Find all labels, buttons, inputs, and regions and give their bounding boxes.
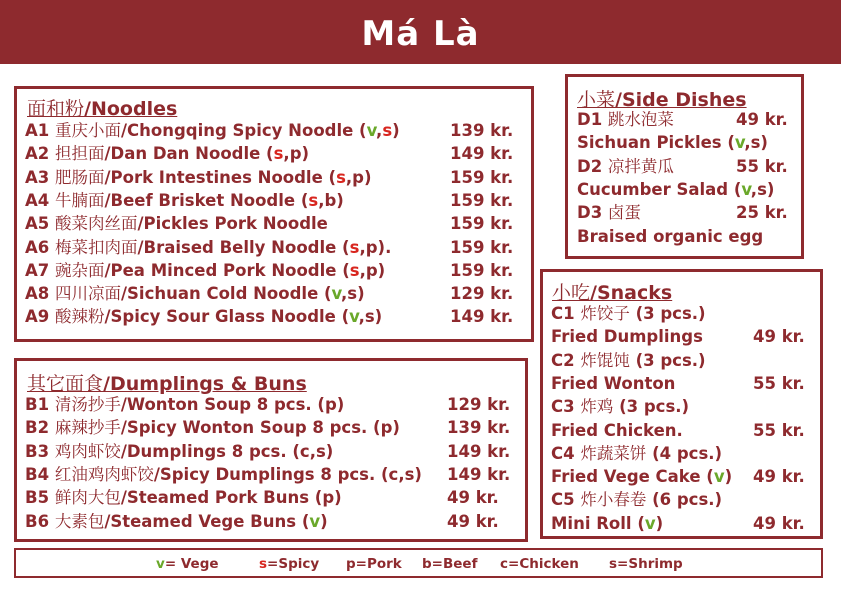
item-price: 55 kr. (753, 373, 805, 393)
menu-item (25, 119, 400, 142)
menu-item (25, 393, 344, 416)
diet-tag: v (644, 513, 656, 533)
item-price: 139 kr. (450, 121, 514, 140)
noodles-title-en: /Noodles (84, 98, 178, 120)
item-code: A7 (25, 260, 55, 280)
item-name-zh: 梅菜扣肉面 (55, 237, 138, 257)
item-price: 25 kr. (736, 203, 788, 223)
legend-item (422, 556, 477, 572)
item-name-zh: 鲜肉大包 (54, 488, 121, 508)
restaurant-title: Má Là (361, 14, 480, 54)
line-text: Fried Vege Cake ( (551, 467, 714, 487)
diet-tag: s (349, 237, 360, 257)
item-name-en: /Chongqing Spicy Noodle ( (121, 121, 367, 140)
item-name-zh: 红油鸡肉虾饺 (54, 464, 154, 484)
item-price: 149 kr. (447, 464, 511, 484)
legend-item (500, 556, 579, 572)
diet-tag: ,p (359, 260, 378, 280)
diet-tag: v (331, 284, 341, 304)
menu-line (577, 178, 774, 201)
item-name-en: /Pork Intestines Noodle ( (104, 167, 337, 187)
item-code: A9 (25, 307, 55, 327)
item-price: 159 kr. (450, 260, 514, 280)
header-banner (0, 0, 841, 64)
item-price: 49 kr. (753, 467, 805, 487)
menu-line (577, 201, 641, 224)
line-text: (3 pcs.) (613, 397, 690, 417)
menu-item (25, 416, 400, 439)
legend-key: s (609, 556, 618, 572)
line-text: ) (655, 513, 664, 533)
line-text: Fried Chicken. (551, 420, 683, 440)
item-code: B3 (25, 441, 55, 461)
line-text: C3 (551, 397, 581, 417)
diet-tag: s (382, 121, 393, 140)
item-name-zh: 大素包 (54, 511, 105, 531)
item-name-en: /Spicy Sour Glass Noodle ( (104, 307, 350, 327)
line-text: ,s) (744, 133, 768, 153)
item-price: 49 kr. (753, 513, 805, 533)
snacks-title-zh: 小吃 (552, 282, 591, 304)
item-name-en: /Beef Brisket Noodle ( (104, 190, 309, 210)
diet-tag: ,p (359, 237, 378, 257)
snacks-section (540, 269, 823, 539)
line-text: Sichuan Pickles ( (577, 133, 735, 153)
diet-tag: v (734, 133, 745, 153)
item-price: 49 kr. (753, 327, 805, 347)
legend-key: s (259, 556, 268, 572)
diet-tag: v (741, 179, 751, 199)
item-price: 159 kr. (450, 167, 514, 187)
noodles-title-zh: 面和粉 (27, 98, 85, 120)
line-text: 炸小春卷 (580, 490, 647, 510)
item-name-zh: 四川凉面 (55, 284, 121, 304)
noodles-title (27, 94, 177, 121)
legend-key: v (156, 556, 165, 572)
diet-tag: v (309, 511, 321, 531)
menu-item (25, 142, 309, 165)
item-name-zh: 牛腩面 (55, 190, 105, 210)
item-code: A5 (25, 214, 55, 234)
legend-label: =Spicy (267, 556, 320, 572)
item-tag-close: ) (377, 260, 386, 280)
item-code: A8 (25, 284, 55, 304)
item-name-en: /Dan Dan Noodle ( (104, 144, 274, 164)
line-text: 跳水泡菜 (607, 110, 674, 129)
item-price: 49 kr. (447, 511, 499, 531)
line-text: C1 (551, 304, 581, 323)
item-tag-close: ) (336, 190, 344, 210)
diet-tag: s (336, 167, 346, 187)
item-tag-close: ) (374, 307, 383, 327)
line-text: (3 pcs.) (629, 304, 706, 323)
menu-item (25, 166, 372, 189)
menu-line (551, 512, 663, 535)
item-price: 139 kr. (447, 418, 511, 438)
side-dishes-title-en: /Side Dishes (615, 89, 747, 111)
item-name-zh: 鸡肉虾饺 (54, 441, 121, 461)
item-price: 159 kr. (450, 237, 514, 257)
menu-item (25, 212, 328, 235)
item-name-en: /Sichuan Cold Noodle ( (121, 284, 332, 304)
item-tag-close: ) (301, 144, 310, 164)
legend-item (259, 556, 319, 572)
item-tag-close: ) (357, 284, 365, 304)
item-tag-close: ) (320, 511, 328, 531)
diet-tag: ,p (345, 167, 364, 187)
menu-line (577, 225, 763, 248)
item-name-zh: 重庆小面 (55, 121, 121, 140)
item-code: A4 (25, 190, 55, 210)
item-code: B2 (25, 418, 55, 438)
legend-key: c (500, 556, 509, 572)
item-name-en: /Spicy Wonton Soup 8 pcs. (p) (120, 418, 400, 438)
item-name-en: /Wonton Soup 8 pcs. (p) (120, 395, 345, 414)
item-name-en: /Spicy Dumplings 8 pcs. (c,s) (153, 464, 422, 484)
legend-item (609, 556, 683, 572)
line-text: C2 (551, 350, 581, 370)
menu-item (25, 486, 342, 509)
legend-bar (14, 548, 823, 578)
legend-item (346, 556, 402, 572)
item-name-zh: 担担面 (55, 144, 105, 164)
item-code: B6 (25, 511, 55, 531)
legend-label: =Beef (431, 556, 478, 572)
diet-tag: ,p (283, 144, 302, 164)
item-price: 149 kr. (450, 144, 514, 164)
dumplings-title (27, 369, 307, 396)
diet-tag: ,b (318, 190, 337, 210)
menu-item (25, 440, 333, 463)
diet-tag: , (376, 121, 383, 140)
line-text: (6 pcs.) (646, 490, 723, 510)
legend-label: =Chicken (508, 556, 579, 572)
menu-item (25, 510, 328, 533)
item-tag-close: ). (377, 237, 392, 257)
line-text: (3 pcs.) (629, 350, 706, 370)
diet-tag: v (713, 467, 725, 487)
item-code: B5 (25, 488, 55, 508)
item-code: A2 (25, 144, 55, 164)
item-name-zh: 酸菜肉丝面 (55, 214, 138, 234)
item-name-en: /Steamed Pork Buns (p) (120, 488, 342, 508)
menu-item (25, 305, 382, 328)
menu-item (25, 259, 385, 282)
item-name-en: /Pea Minced Pork Noodle ( (104, 260, 350, 280)
item-name-zh: 清汤抄手 (54, 395, 121, 414)
line-text: Fried Wonton (551, 373, 676, 393)
item-price: 129 kr. (450, 284, 514, 304)
item-price: 159 kr. (450, 190, 514, 210)
item-name-zh: 麻辣抄手 (54, 418, 121, 438)
item-price: 149 kr. (447, 441, 511, 461)
line-text: D2 (577, 156, 608, 176)
menu-item (25, 236, 391, 259)
menu-line (551, 302, 706, 325)
line-text: C5 (551, 490, 581, 510)
item-name-en: /Steamed Vege Buns ( (104, 511, 310, 531)
line-text: Mini Roll ( (551, 513, 645, 533)
menu-line (577, 108, 674, 131)
diet-tag: s (349, 260, 360, 280)
line-text: 炸鸡 (580, 397, 614, 417)
diet-tag: s (273, 144, 284, 164)
menu-line (551, 465, 732, 488)
dumplings-section (14, 358, 528, 542)
noodles-section (14, 86, 534, 342)
menu-line (577, 131, 768, 154)
diet-tag: v (349, 307, 359, 327)
menu-line (551, 325, 703, 348)
item-price: 55 kr. (753, 420, 805, 440)
dumplings-title-zh: 其它面食 (27, 373, 104, 395)
menu-item (25, 189, 344, 212)
diet-tag: v (366, 121, 377, 140)
item-name-zh: 酸辣粉 (55, 307, 105, 327)
menu-line (577, 155, 674, 178)
legend-key: b (422, 556, 432, 572)
line-text: C4 (551, 443, 581, 463)
line-text: 炸蔬菜饼 (580, 443, 647, 463)
item-price: 49 kr. (736, 110, 788, 129)
menu-line (551, 488, 722, 511)
item-price: 149 kr. (450, 307, 514, 327)
line-text: Braised organic egg (577, 226, 764, 246)
menu-line (551, 349, 706, 372)
diet-tag: s (308, 190, 319, 210)
line-text: ) (724, 467, 733, 487)
line-text: (4 pcs.) (646, 443, 723, 463)
item-code: B1 (25, 395, 55, 414)
legend-label: =Pork (355, 556, 402, 572)
snacks-title (552, 278, 672, 305)
item-price: 49 kr. (447, 488, 499, 508)
line-text: 卤蛋 (607, 203, 641, 223)
item-name-en: /Braised Belly Noodle ( (137, 237, 350, 257)
line-text: ,s) (750, 179, 775, 199)
item-name-en: /Pickles Pork Noodle (137, 214, 328, 234)
menu-line (551, 395, 689, 418)
item-tag-close: ) (364, 167, 372, 187)
dumplings-title-en: /Dumplings & Buns (103, 373, 307, 395)
diet-tag: ,s (340, 284, 358, 304)
item-code: A1 (25, 121, 55, 140)
side-dishes-title-zh: 小菜 (577, 89, 616, 111)
line-text: D3 (577, 203, 608, 223)
item-name-zh: 肥肠面 (55, 167, 105, 187)
legend-item (156, 556, 219, 572)
side-dishes-section (565, 74, 804, 259)
item-name-zh: 豌杂面 (55, 260, 105, 280)
line-text: 炸馄饨 (580, 350, 630, 370)
diet-tag: ,s (358, 307, 375, 327)
legend-label: = Vege (164, 556, 219, 572)
item-price: 129 kr. (447, 395, 511, 414)
menu-item (25, 463, 422, 486)
item-price: 159 kr. (450, 214, 514, 234)
line-text: 凉拌黄瓜 (607, 156, 674, 176)
snacks-title-en: /Snacks (590, 282, 673, 304)
legend-key: p (346, 556, 356, 572)
item-code: B4 (25, 464, 55, 484)
line-text: 炸饺子 (580, 304, 630, 323)
line-text: Fried Dumplings (551, 327, 703, 347)
item-code: A6 (25, 237, 55, 257)
item-tag-close: ) (392, 121, 400, 140)
menu-item (25, 282, 365, 305)
menu-line (551, 419, 683, 442)
line-text: D1 (577, 110, 608, 129)
item-name-en: /Dumplings 8 pcs. (c,s) (120, 441, 334, 461)
line-text: Cucumber Salad ( (577, 179, 742, 199)
item-price: 55 kr. (736, 156, 788, 176)
menu-line (551, 372, 675, 395)
item-code: A3 (25, 167, 55, 187)
menu-line (551, 442, 722, 465)
legend-label: =Shrimp (617, 556, 683, 572)
